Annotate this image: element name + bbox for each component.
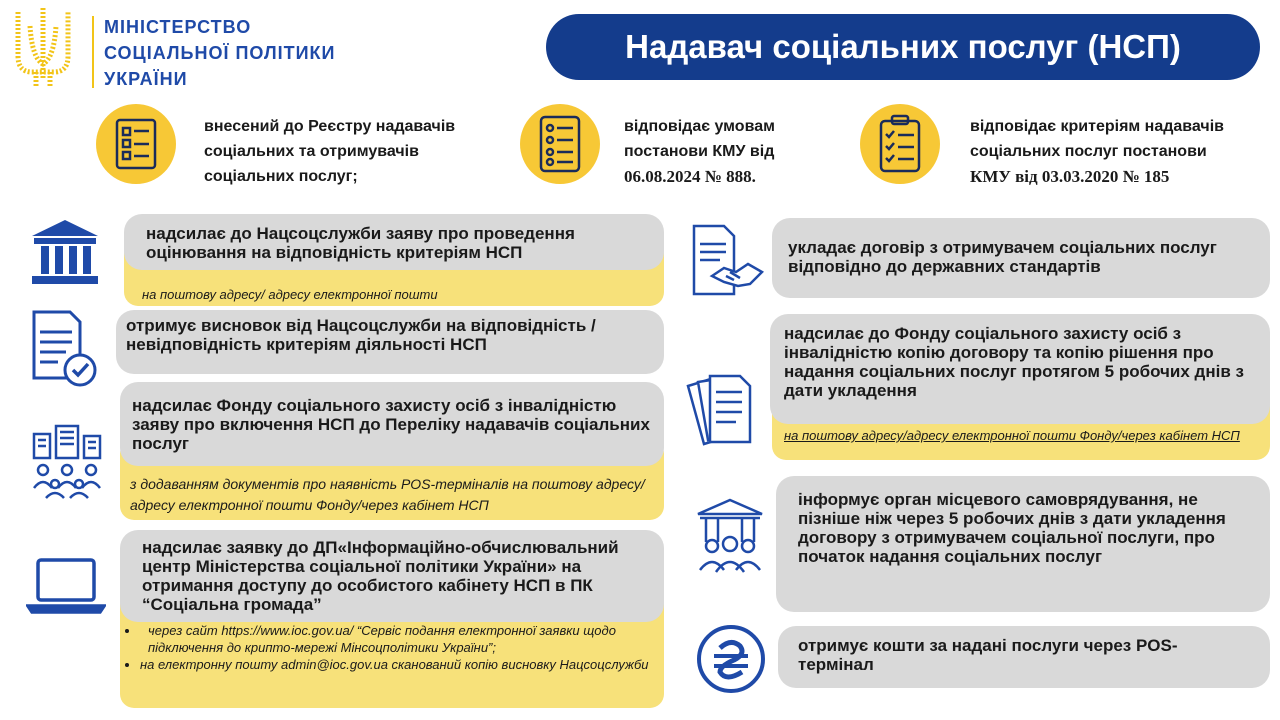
checklist-icon [537,114,583,174]
step-2-box: отримує висновок від Нацсоцслужби на відповідність /невідповідність критеріям діяльності НСП [116,310,664,374]
step-7-box: інформує орган місцевого самоврядування, не пізніше ніж через 5 робочих днів з дати укладення договору з отримувачем соціальної послуги, про початок надання соціальних послуг [776,476,1270,612]
step-3-note: з додаванням документів про наявність POS-терміналів на поштову адресу/адресу електронної пошти Фонду/через кабінет НСП [120,440,664,520]
criterion-1-text: внесений до Реєстру надавачів соціальних та отримувачів соціальних послуг; [204,118,456,185]
criterion-3-text: відповідає критеріям надавачів соціальних послуг постанови КМУ від 03.03.2020 № 185 [970,118,1224,186]
step-5-box: укладає договір з отримувачем соціальних послуг відповідно до державних стандартів [772,218,1270,298]
step-1-note: на поштову адресу/ адресу електронної пошти [124,236,664,306]
documents-stack-icon [684,372,764,457]
clipboard-checklist-icon [876,114,924,174]
step-4-box: надсилає заявку до ДП«Інформаційно-обчислювальний центр Міністерства соціальної політики України» на отримання доступу до особистого кабінету НСП в ПК “Соціальна громада” [120,530,664,622]
logo-divider [92,16,94,88]
city-people-icon [30,424,104,505]
step-6-note: на поштову адресу/адресу електронної пошти Фонду/через кабінет НСП [772,388,1270,460]
hryvnia-coin-icon [696,624,766,699]
document-check-icon [30,308,100,393]
government-building-icon [30,216,100,291]
laptop-icon [26,556,106,621]
page-title: Надавач соціальних послуг (НСП) [546,14,1260,80]
community-building-icon [692,498,768,579]
contract-handshake-icon [690,224,764,303]
form-checklist-icon [111,116,161,172]
criterion-2-badge [520,104,600,184]
ministry-name: МІНІСТЕРСТВО СОЦІАЛЬНОЇ ПОЛІТИКИ УКРАЇНИ [104,17,336,89]
criterion-1-badge [96,104,176,184]
step-8-box: отримує кошти за надані послуги через POS-термінал [778,626,1270,688]
criterion-2-text: відповідає умовам постанови КМУ від 06.08.2024 № 888. [624,118,775,186]
trident-logo [10,6,76,92]
step-6-box: надсилає до Фонду соціального захисту осіб з інвалідністю копію договору та копію рішення про надання соціальних послуг протягом 5 робочих днів з дати укладення [770,314,1270,424]
step-3-box: надсилає Фонду соціального захисту осіб з інвалідністю заяву про включення НСП до Переліку надавачів соціальних послуг [120,382,664,466]
step-1-box: надсилає до Нацсоцслужби заяву про проведення оцінювання на відповідність критеріям НСП [124,214,664,270]
criterion-3-badge [860,104,940,184]
step-4-bullets: • через сайт https://www.ioc.gov.ua/ “Сервіс подання електронної заявки щодо підключення до крипто-мережі Мінсоцполітики України”; • на електронну пошту admin@ioc.gov.ua сканований копію висновку Нацсоцслужби [120,622,660,673]
